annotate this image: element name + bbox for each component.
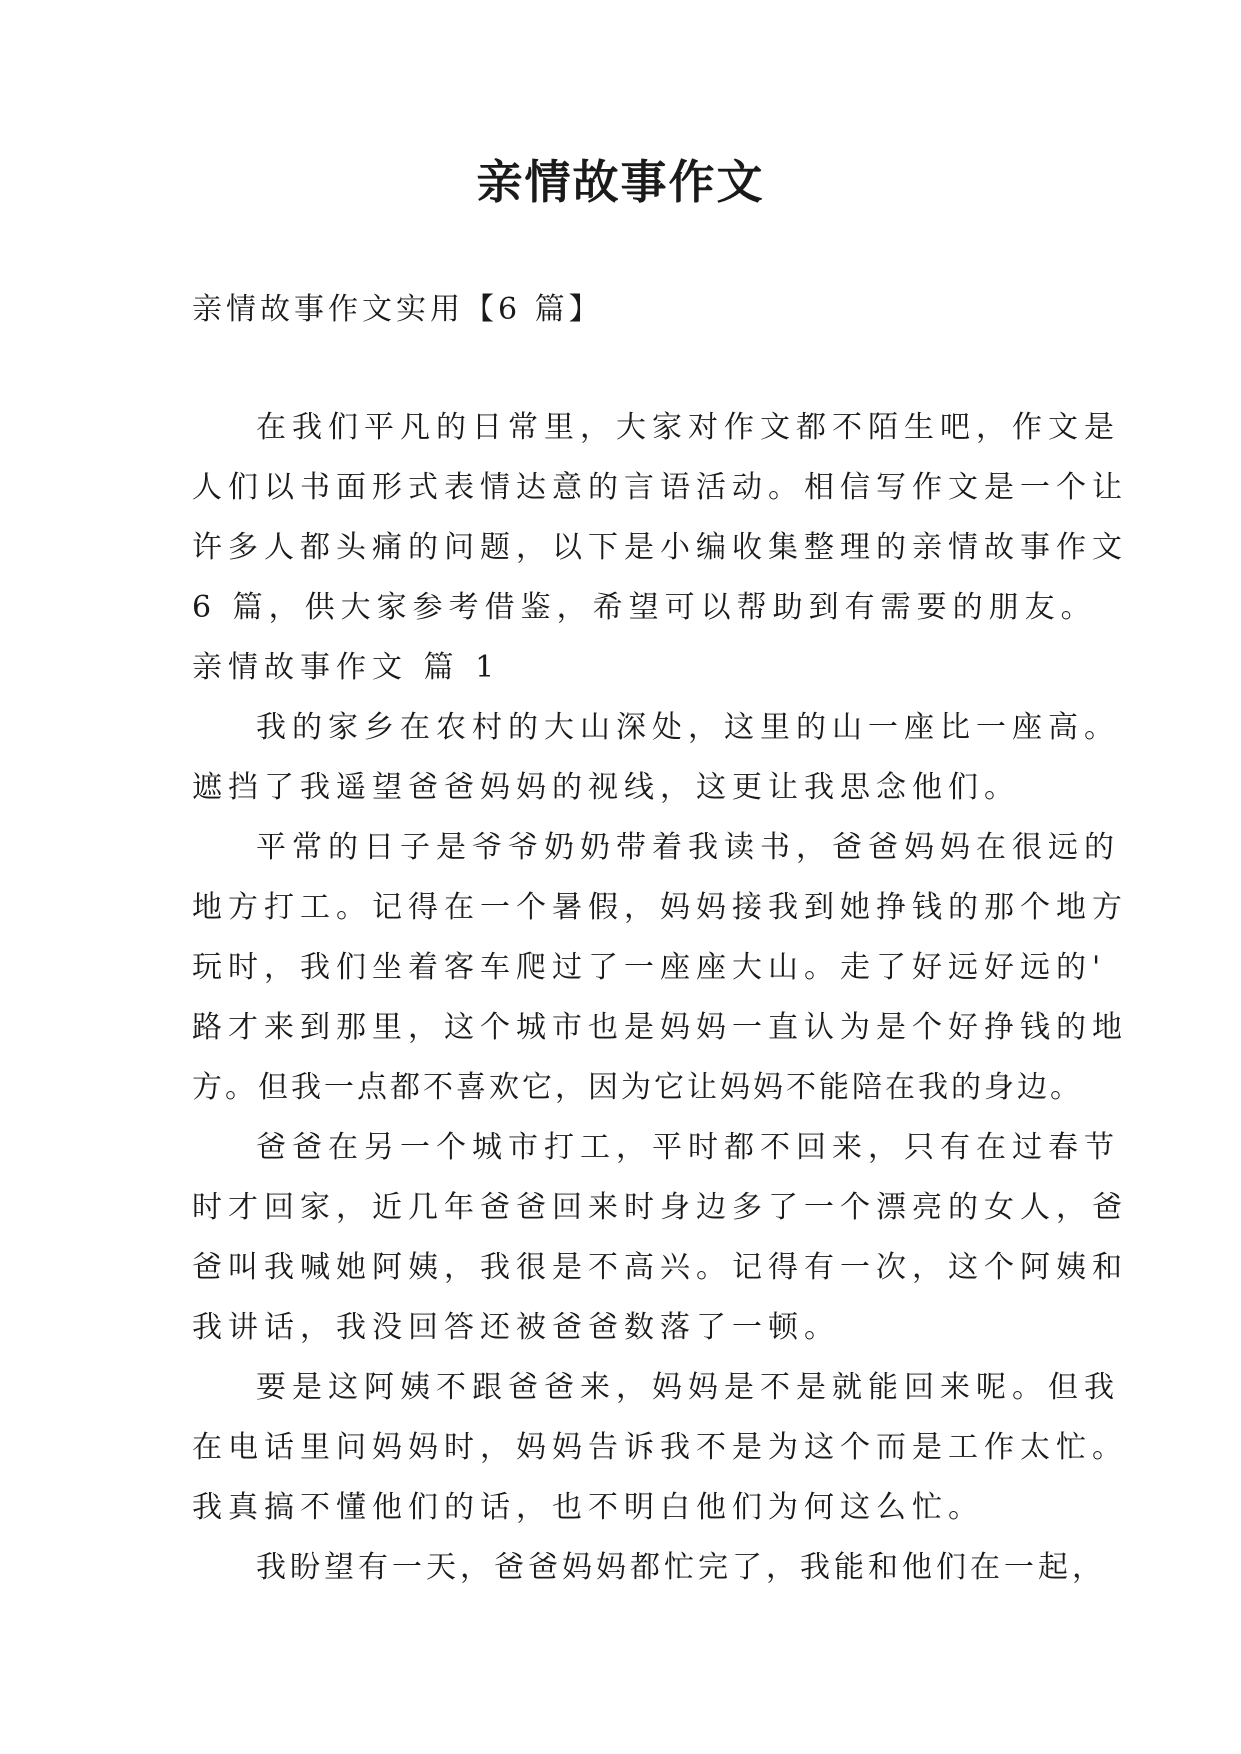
text-line: 玩时，我们坐着客车爬过了一座座大山。走了好远好远的' (192, 950, 1107, 985)
text-line: 在电话里问妈妈时，妈妈告诉我不是为这个而是工作太忙。 (192, 1430, 1128, 1465)
text-line: 爸爸在另一个城市打工，平时都不回来，只有在过春节 (256, 1130, 1120, 1165)
text-line: 我讲话，我没回答还被爸爸数落了一顿。 (192, 1310, 840, 1345)
text-line: 人们以书面形式表情达意的言语活动。相信写作文是一个让 (192, 470, 1128, 505)
text-line: 6 篇，供大家参考借鉴，希望可以帮助到有需要的朋友。 (192, 590, 1097, 625)
text-line: 遮挡了我遥望爸爸妈妈的视线，这更让我思念他们。 (192, 770, 1020, 805)
text-line: 时才回家，近几年爸爸回来时身边多了一个漂亮的女人，爸 (192, 1190, 1128, 1225)
text-line: 要是这阿姨不跟爸爸来，妈妈是不是就能回来呢。但我 (256, 1370, 1120, 1405)
text-line: 平常的日子是爷爷奶奶带着我读书，爸爸妈妈在很远的 (256, 830, 1120, 865)
text-line: 路才来到那里，这个城市也是妈妈一直认为是个好挣钱的地 (192, 1010, 1128, 1045)
text-line: 许多人都头痛的问题，以下是小编收集整理的亲情故事作文 (192, 530, 1128, 565)
text-line: 地方打工。记得在一个暑假，妈妈接我到她挣钱的那个地方 (192, 890, 1128, 925)
text-line: 在我们平凡的日常里，大家对作文都不陌生吧，作文是 (256, 410, 1120, 445)
text-line: 方。但我一点都不喜欢它，因为它让妈妈不能陪在我的身边。 (192, 1070, 1083, 1105)
text-line: 爸叫我喊她阿姨，我很是不高兴。记得有一次，这个阿姨和 (192, 1250, 1128, 1285)
text-line: 我真搞不懂他们的话，也不明白他们为何这么忙。 (192, 1490, 984, 1525)
text-line: 我的家乡在农村的大山深处，这里的山一座比一座高。 (256, 710, 1120, 745)
document-title: 亲情故事作文 (476, 155, 765, 209)
section-heading: 亲情故事作文 篇 1 (192, 650, 501, 685)
text-line: 我盼望有一天，爸爸妈妈都忙完了，我能和他们在一起， (256, 1550, 1106, 1585)
document-subtitle: 亲情故事作文实用【6 篇】 (192, 292, 603, 327)
